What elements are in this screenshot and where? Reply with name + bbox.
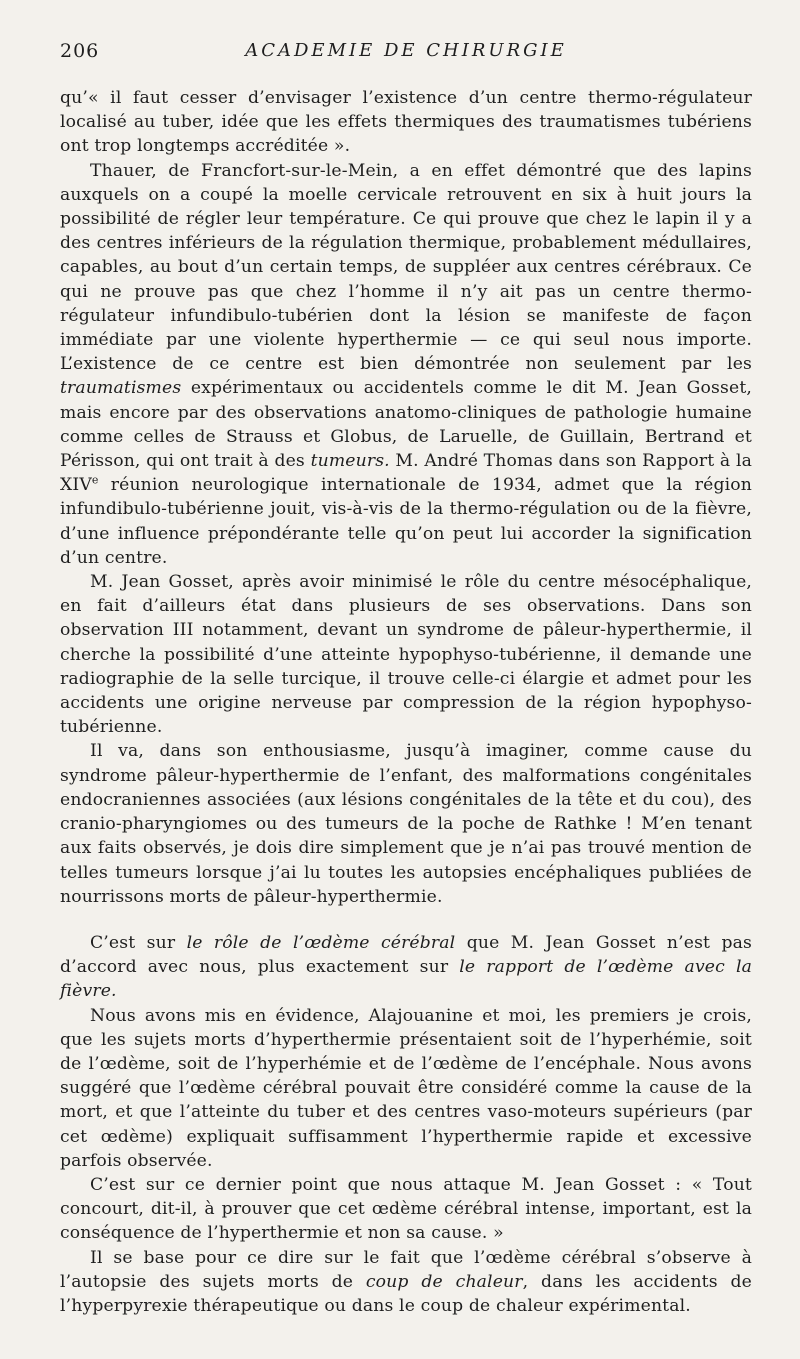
text-segment: Il se base pour ce dire sur le fait que l’œdème cérébral s’observe à l’autopsie des sujets morts de bbox=[60, 1247, 752, 1292]
paragraph bbox=[60, 159, 752, 570]
text-segment: M. Jean Gosset, après avoir minimisé le rôle du centre mésocéphalique, en fait d’ailleurs état dans plusieurs de ses observations. Dans son observation III notamment, devant un syndrome de pâleur-hyperthermie, il cherche la possibilité d’une atteinte hypophyso-tubérienne, il demande une radiographie de la selle turcique, il trouve celle-ci élargie et admet pour les accidents une origine nerveuse par compression de la région hypophyso-tubérienne. bbox=[60, 572, 752, 738]
italic-text: tumeurs. bbox=[310, 451, 390, 472]
paragraph bbox=[60, 1173, 752, 1246]
text-segment: réunion neurologique internationale de 1934, admet que la région infundibulo-tubérienne jouit, vis-à-vis de la thermo-régulation ou de la fièvre, d’une influence prépondérante telle qu’on peut lui accorder la signification d’un centre. bbox=[60, 475, 752, 568]
text-segment: C’est sur ce dernier point que nous attaque M. Jean Gosset : « Tout concourt, dit-il, à prouver que cet œdème cérébral intense, important, est la conséquence de l’hyperthermie et non sa cause. » bbox=[60, 1174, 752, 1244]
text-segment: , dans les accidents de l’hyperpyrexie thérapeutique ou dans le coup de chaleur expérimental. bbox=[60, 1271, 752, 1316]
text-segment: qu’« il faut cesser d’envisager l’existence d’un centre thermo-régulateur localisé au tuber, idée que les effets thermiques des traumatismes tubériens ont trop longtemps accréditée ». bbox=[60, 88, 752, 157]
running-head: ACADEMIE DE CHIRURGIE bbox=[245, 40, 567, 61]
italic-text: le rapport de l’œdème avec la fièvre. bbox=[60, 957, 753, 1002]
paragraph bbox=[60, 1246, 752, 1319]
paragraph bbox=[60, 931, 752, 1004]
text-segment: Thauer, de Francfort-sur-le-Mein, a en effet démontré que des lapins auxquels on a coupé la moelle cervicale retrouvent en six à huit jours la possibilité de régler leur température. Ce qui prouve que chez le lapin il y a des centres inférieurs de la régulation thermique, probablement médullaires, capables, au bout d’un certain temps, de suppléer aux centres cérébraux. Ce qui ne prouve pas que chez l’homme il n’y ait pas un centre thermo-régulateur infundibulo-tubérien dont la lésion se manifeste de façon immédiate par une violente hyperthermie — ce qui seul nous importe. L’existence de ce centre est bien démontrée non seulement par les bbox=[60, 160, 752, 375]
text-segment: M. André Thomas dans son Rapport à la XIV bbox=[60, 451, 753, 496]
italic-text: le rôle de l’œdème cérébral bbox=[186, 932, 456, 953]
text-segment: Nous avons mis en évidence, Alajouanine et moi, les premiers je crois, que les sujets morts d’hyperthermie présentaient soit de l’hyperhémie, soit de l’œdème, soit de l’hyperhémie et de l’œdème de l’encéphale. Nous avons suggéré que l’œdème cérébral pouvait être considéré comme la cause de la mort, et que l’atteinte du tuber et des centres vaso-moteurs supérieurs (par cet œdème) expliquait suffisamment l’hyperthermie rapide et excessive parfois observée. bbox=[60, 1005, 752, 1171]
paragraph bbox=[60, 570, 752, 739]
italic-text: coup de chaleur bbox=[365, 1271, 523, 1292]
text-segment: Il va, dans son enthousiasme, jusqu’à imaginer, comme cause du syndrome pâleur-hyperthermie de l’enfant, des malformations congénitales endocraniennes associées (aux lésions congénitales de la tête et du cou), des cranio-pharyngiomes ou des tumeurs de la poche de Rathke ! M’en tenant aux faits observés, je dois dire simplement que je n’ai pas trouvé mention de telles tumeurs lorsque j’ai lu toutes les autopsies encéphaliques publiées de nourrissons morts de pâleur-hyperthermie. bbox=[60, 741, 752, 907]
italic-text: traumatismes bbox=[60, 378, 182, 399]
page-number: 206 bbox=[60, 40, 100, 62]
paragraph bbox=[60, 86, 752, 159]
paragraph bbox=[60, 739, 752, 908]
text-segment: que M. Jean Gosset n’est pas d’accord avec nous, plus exactement sur bbox=[60, 932, 752, 978]
superscript-text: e bbox=[91, 473, 99, 487]
text-segment: expérimentaux ou accidentels comme le dit M. Jean Gosset, mais encore par des observations anatomo-cliniques de pathologie humaine comme celles de Strauss et Globus, de Laruelle, de Guillain, Bertrand et Périsson, qui ont trait à des bbox=[60, 378, 752, 472]
text-segment: C’est sur bbox=[90, 932, 187, 953]
page-header bbox=[60, 40, 752, 70]
paragraph bbox=[60, 1004, 752, 1173]
body-text bbox=[60, 86, 752, 1318]
